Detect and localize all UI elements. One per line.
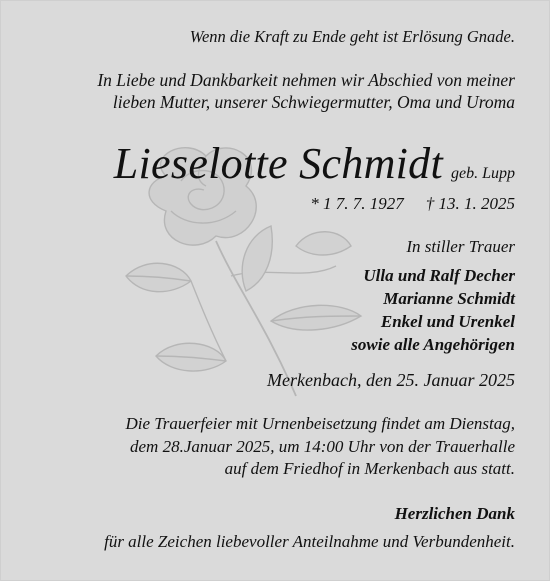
life-dates bbox=[310, 194, 515, 214]
mourners-list bbox=[351, 264, 515, 356]
intro-text bbox=[97, 69, 515, 113]
maiden-name: geb. Lupp bbox=[451, 165, 515, 182]
intro-line-2: lieben Mutter, unserer Schwiegermutter, Oma und Uroma bbox=[112, 92, 515, 112]
birth-date: * 1 7. 7. 1927 bbox=[310, 194, 404, 213]
death-date: † 13. 1. 2025 bbox=[425, 194, 515, 213]
mourner-line: Marianne Schmidt bbox=[383, 289, 515, 308]
thanks-body: für alle Zeichen liebevoller Anteilnahme und Verbundenheit. bbox=[104, 532, 515, 551]
mourner-line: Enkel und Urenkel bbox=[380, 312, 515, 331]
ceremony-line-1: Die Trauerfeier mit Urnenbeisetzung findet am Dienstag, bbox=[125, 414, 515, 433]
ceremony-line-3: auf dem Friedhof in Merkenbach aus statt. bbox=[224, 459, 515, 478]
intro-line-1: In Liebe und Dankbarkeit nehmen wir Abschied von meiner bbox=[97, 70, 515, 90]
mourner-line: sowie alle Angehörigen bbox=[351, 335, 515, 354]
mourner-line: Ulla und Ralf Decher bbox=[363, 266, 515, 285]
deceased-name: Lieselotte Schmidt bbox=[113, 139, 443, 188]
ceremony-text bbox=[125, 413, 515, 481]
thanks-heading: Herzlichen Dank bbox=[394, 504, 515, 523]
motto-text: Wenn die Kraft zu Ende geht ist Erlösung Gnade. bbox=[189, 27, 515, 46]
ceremony-line-2: dem 28.Januar 2025, um 14:00 Uhr von der Trauerhalle bbox=[130, 436, 515, 456]
place-date: Merkenbach, den 25. Januar 2025 bbox=[267, 370, 515, 390]
deceased-name-row bbox=[114, 138, 515, 189]
mourning-intro: In stiller Trauer bbox=[406, 237, 515, 256]
